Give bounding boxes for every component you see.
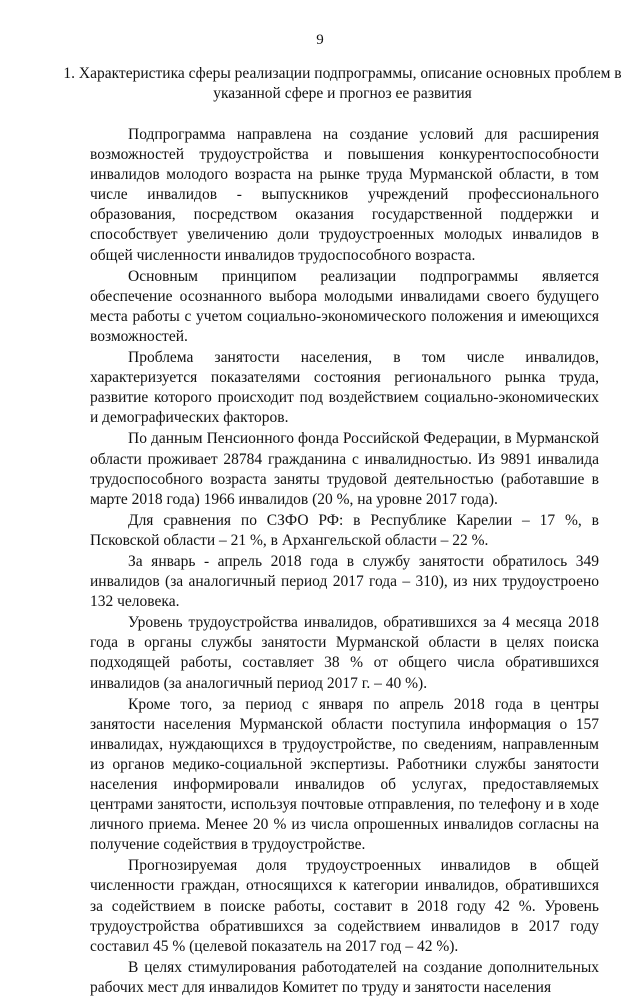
paragraph: Прогнозируемая доля трудоустроенных инвалидов в общей численности граждан, относящихся к категории инвалидов, обратившихся за содействием в поиске работы, составит в 2018 году 42 %. Уровень трудоустройства обратившихся за содействием инвалидов в 2017 году составил 45 % (целевой показатель на 2017 год – 42 %).: [90, 857, 599, 955]
section-heading: 1. Характеристика сферы реализации подпрограммы, описание основных проблем в указанной сфере и прогноз ее развития: [63, 65, 622, 102]
paragraph: В целях стимулирования работодателей на создание дополнительных рабочих мест для инвалидов Комитет по труду и занятости населения: [90, 958, 599, 996]
paragraph: Подпрограмма направлена на создание условий для расширения возможностей трудоустройства и повышения конкурентоспособности инвалидов молодого возраста на рынке труда Мурманской области, в том числе инвалидов - выпускников учреждений профессионального образования, посредством оказания государственной поддержки и способствует увеличению доли трудоустроенных молодых инвалидов в общей численности инвалидов трудоспособного возраста.: [90, 126, 599, 264]
paragraph: За январь - апрель 2018 года в службу занятости обратилось 349 инвалидов (за аналогичный период 2017 года – 310), из них трудоустроено 132 человека.: [90, 552, 599, 611]
body-text: [90, 125, 599, 999]
paragraph: Основным принципом реализации подпрограммы является обеспечение осознанного выбора молодыми инвалидами своего будущего места работы с учетом социально-экономического положения и имеющихся возможностей.: [90, 267, 599, 345]
paragraph: Кроме того, за период с января по апрель 2018 года в центры занятости населения Мурманской области поступила информация о 157 инвалидах, нуждающихся в трудоустройстве, по сведениям, направленным из органов медико-социальной экспертизы. Работники службы занятости населения информировали инвалидов об услугах, предоставляемых центрами занятости, используя почтовые отправления, по телефону и в ходе личного приема. Менее 20 % из числа опрошенных инвалидов согласны на получение содействия в трудоустройстве.: [90, 695, 599, 854]
paragraph: По данным Пенсионного фонда Российской Федерации, в Мурманской области проживает 28784 гражданина с инвалидностью. Из 9891 инвалида трудоспособного возраста заняты трудовой деятельностью (работавшие в марте 2018 года) 1966 инвалидов (20 %, на уровне 2017 года).: [90, 430, 599, 508]
paragraph: Проблема занятости населения, в том числе инвалидов, характеризуется показателями состояния регионального рынка труда, развитие которого происходит под воздействием социально-экономических и демографических факторов.: [90, 349, 599, 427]
paragraph: Уровень трудоустройства инвалидов, обратившихся за 4 месяца 2018 года в органы службы занятости Мурманской области в целях поиска подходящей работы, составляет 38 % от общего числа обратившихся инвалидов (за аналогичный период 2017 г. – 40 %).: [90, 614, 599, 692]
paragraph: Для сравнения по СЗФО РФ: в Республике Карелии – 17 %, в Псковской области – 21 %, в Архангельской области – 22 %.: [90, 511, 599, 549]
page-number: 9: [316, 32, 324, 48]
